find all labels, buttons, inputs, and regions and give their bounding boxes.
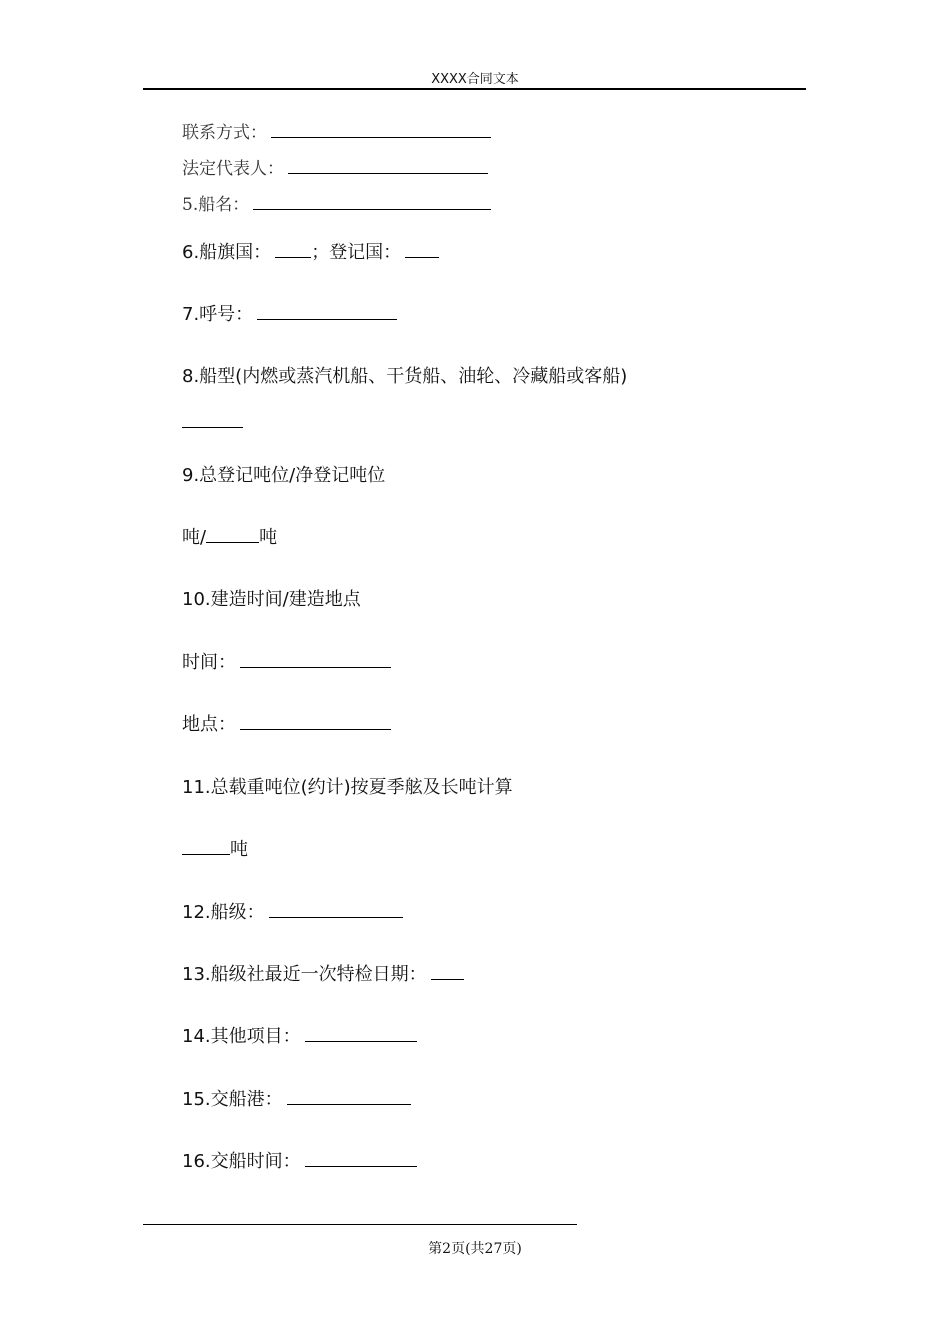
ship-type-blank-line <box>182 412 243 433</box>
survey-date-line <box>182 960 464 986</box>
delivery-time-label: 16.交船时间： <box>182 1151 301 1172</box>
build-title-line <box>182 585 361 611</box>
survey-date-label: 13.船级社最近一次特检日期： <box>182 964 427 985</box>
callsign-line <box>182 300 397 326</box>
other-items-line <box>182 1022 417 1048</box>
survey-date-blank[interactable] <box>431 978 464 980</box>
build-title: 10.建造时间/建造地点 <box>182 589 361 610</box>
tonnage-line <box>182 523 277 549</box>
legal-rep-label: 法定代表人： <box>182 159 284 179</box>
build-time-blank[interactable] <box>240 666 391 668</box>
ship-type-label: 8.船型(内燃或蒸汽机船、干货船、油轮、冷藏船或客船) <box>182 366 628 387</box>
ship-name-label: 5.船名： <box>182 195 250 215</box>
tonnage-unit: 吨 <box>259 527 278 548</box>
delivery-time-line <box>182 1147 417 1173</box>
delivery-port-blank[interactable] <box>287 1103 411 1105</box>
other-items-label: 14.其他项目： <box>182 1026 301 1047</box>
contact-blank[interactable] <box>271 136 491 138</box>
build-place-line <box>182 710 391 736</box>
delivery-port-line <box>182 1085 411 1111</box>
build-time-line <box>182 648 391 674</box>
ship-class-blank[interactable] <box>269 916 403 918</box>
ship-type-blank[interactable] <box>182 426 243 428</box>
contact-label: 联系方式： <box>182 123 267 143</box>
footer-divider <box>143 1224 577 1225</box>
contact-line <box>182 118 491 143</box>
ship-class-label: 12.船级： <box>182 902 265 923</box>
tonnage-blank[interactable] <box>206 541 259 543</box>
ship-type-line <box>182 362 627 388</box>
header-divider <box>143 88 806 90</box>
build-time-label: 时间： <box>182 652 236 673</box>
tonnage-title-line <box>182 461 385 487</box>
dwt-blank[interactable] <box>182 853 230 855</box>
build-place-label: 地点： <box>182 714 236 735</box>
ship-name-blank[interactable] <box>253 208 491 210</box>
flag-label: 6.船旗国： <box>182 242 272 263</box>
dwt-title-line <box>182 773 513 799</box>
ship-class-line <box>182 898 403 924</box>
header-title: XXXX合同文本 <box>431 72 519 87</box>
tonnage-title: 9.总登记吨位/净登记吨位 <box>182 465 386 486</box>
callsign-label: 7.呼号： <box>182 304 254 325</box>
dwt-title: 11.总载重吨位(约计)按夏季舷及长吨计算 <box>182 777 513 798</box>
other-items-blank[interactable] <box>305 1040 417 1042</box>
ship-name-line <box>182 190 491 215</box>
delivery-port-label: 15.交船港： <box>182 1089 283 1110</box>
registry-blank[interactable] <box>405 256 439 258</box>
flag-line <box>182 238 439 264</box>
tonnage-prefix: 吨/ <box>182 527 207 548</box>
callsign-blank[interactable] <box>257 318 397 320</box>
legal-rep-line <box>182 154 488 179</box>
registry-label: 登记国： <box>329 242 402 263</box>
build-place-blank[interactable] <box>240 728 391 730</box>
flag-separator: ； <box>311 242 330 263</box>
page-number: 第2页(共27页) <box>428 1241 522 1257</box>
delivery-time-blank[interactable] <box>305 1165 417 1167</box>
flag-blank[interactable] <box>275 256 311 258</box>
dwt-unit: 吨 <box>230 839 248 860</box>
dwt-line <box>182 835 248 861</box>
legal-rep-blank[interactable] <box>288 172 488 174</box>
